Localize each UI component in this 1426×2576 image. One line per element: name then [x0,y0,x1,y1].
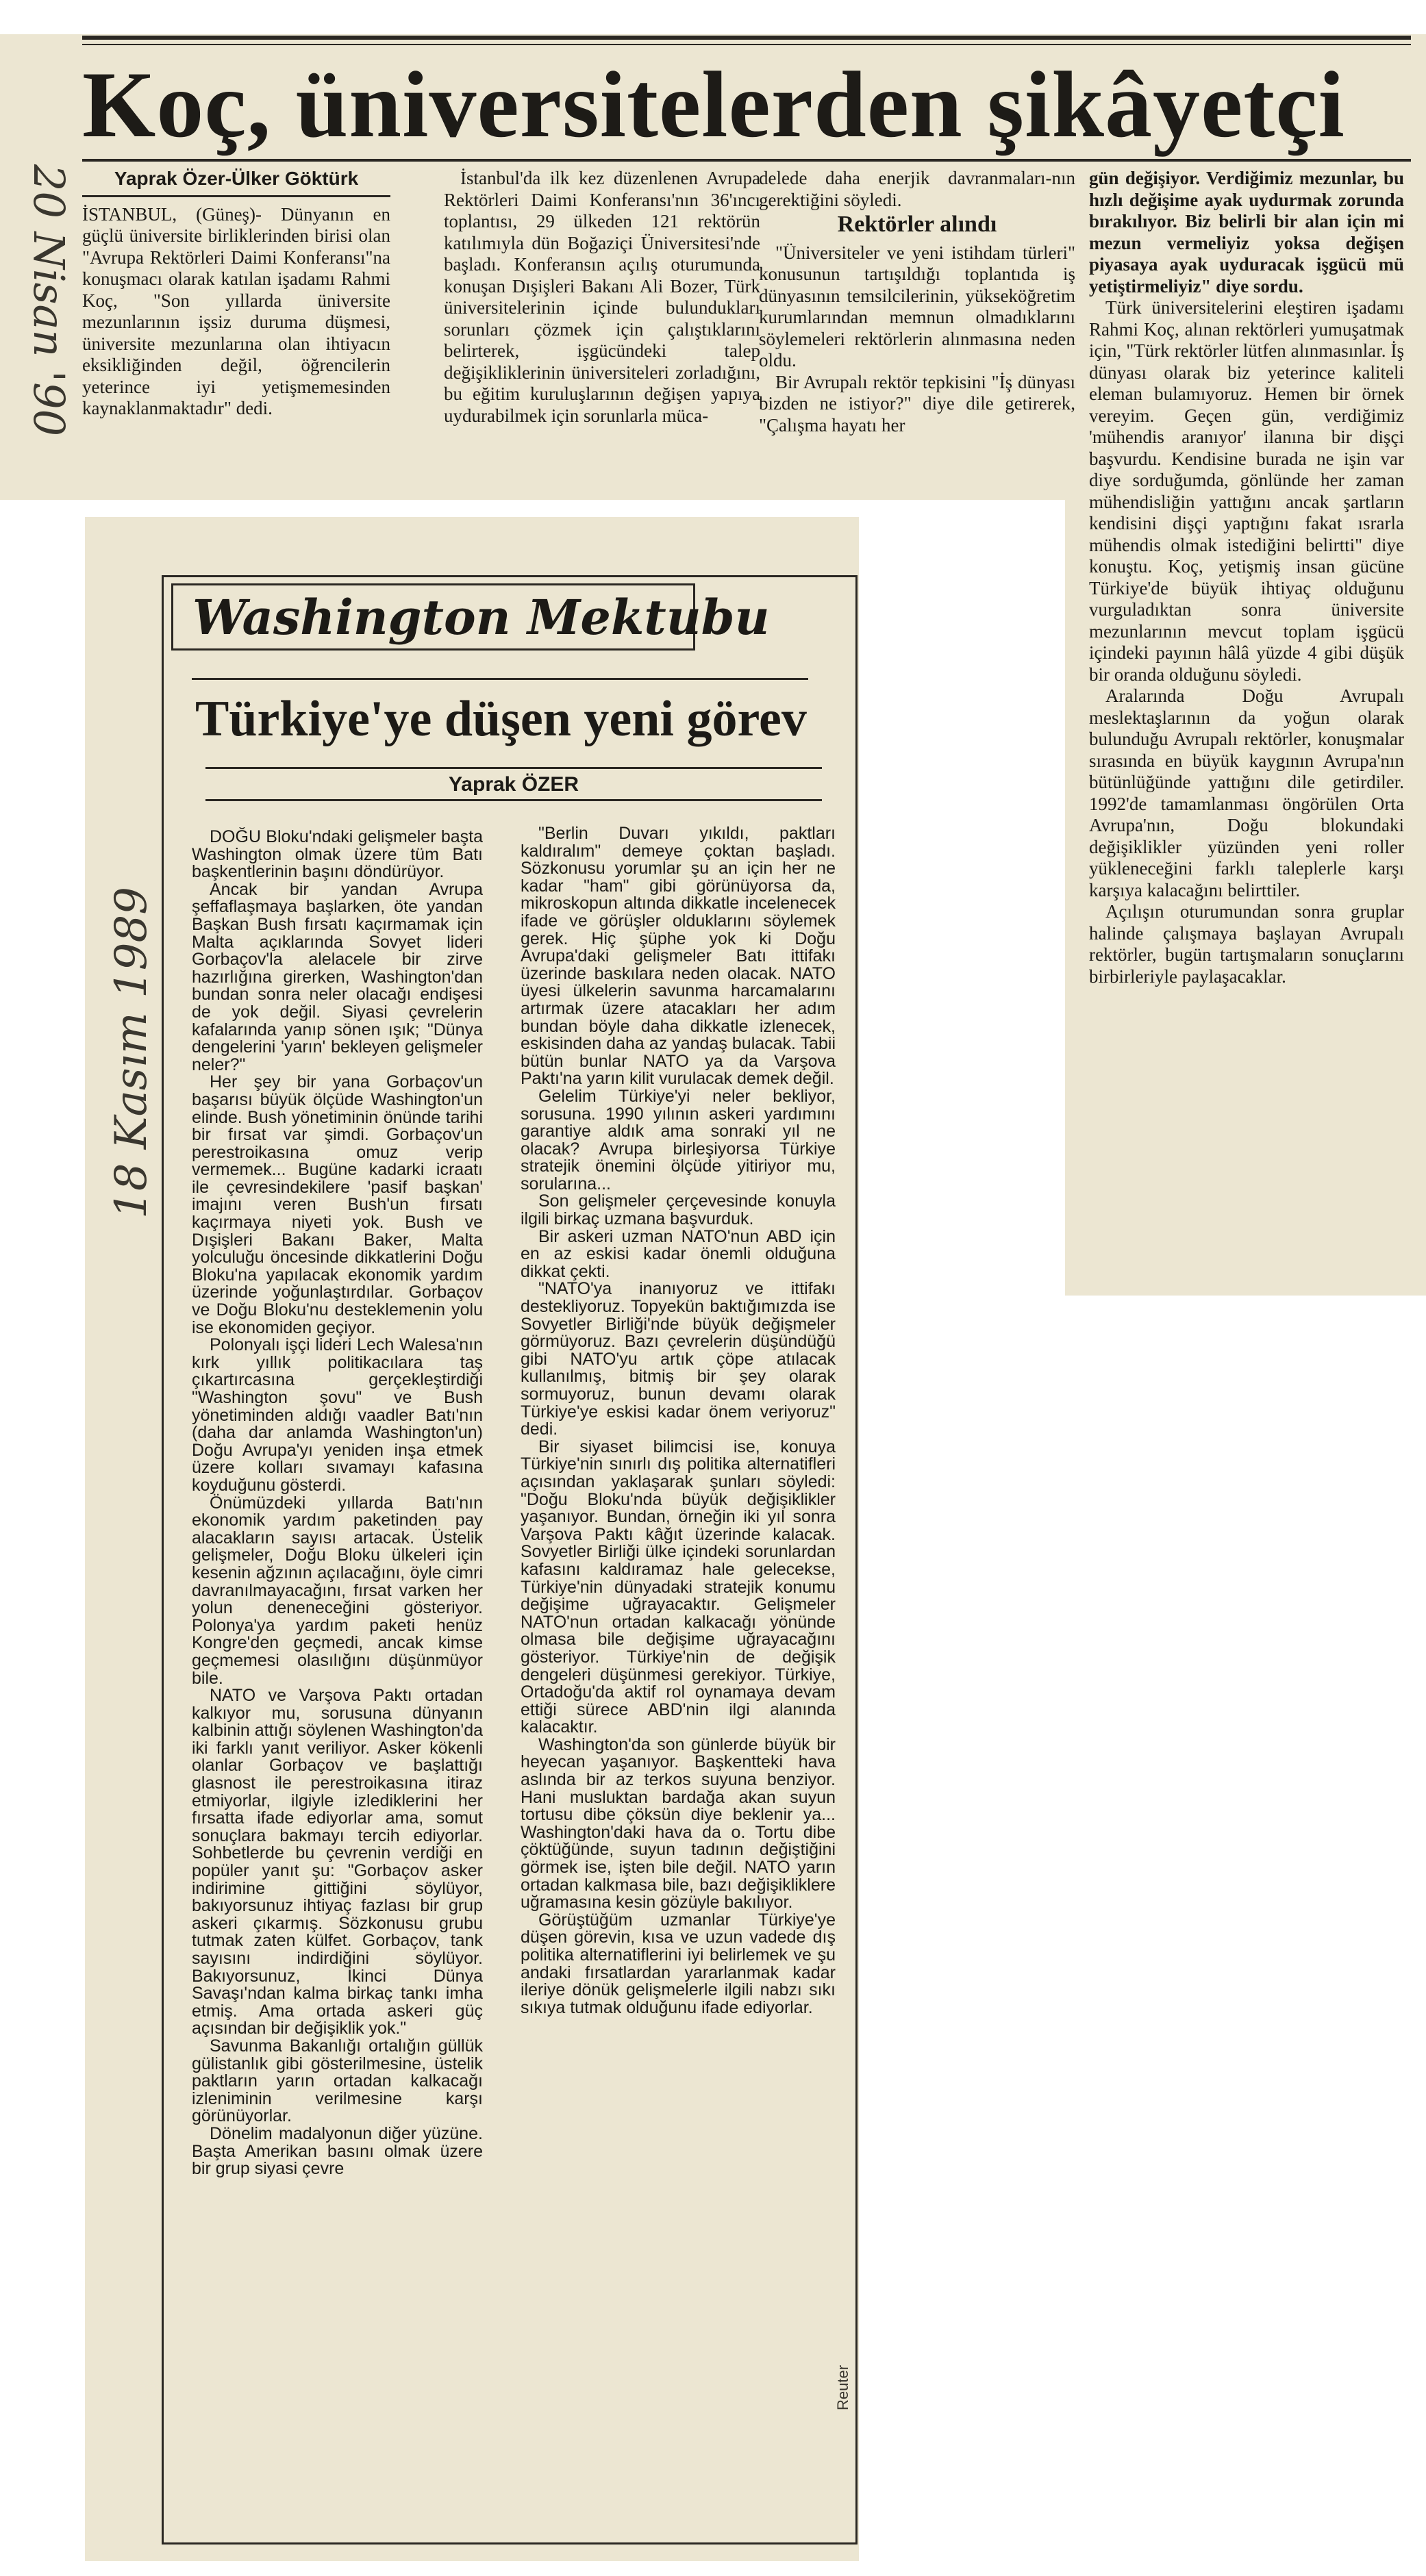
article1-paragraph: Bir Avrupalı rektör tepkisini "İş dünyası bizden ne istiyor?" diye dile getirerek, "Çalışma hayatı her [759,371,1075,435]
article1-subheading: Rektörler alındı [837,212,997,237]
article2-paragraph: "NATO'ya inanıyoruz ve ittifakı destekliyoruz. Topyekün baktığımızda ise Sovyetler Birliği'nde büyük değişmeler görmüyoruz. Bazı çevrelerin düşündüğü gibi NATO'yu artık çöpe atılacak kullanılmış, bitmiş bir şey olarak sormuyoruz, bunun devamı olarak Türkiye'ye eskisi kadar önem veriyoruz" dedi. [521,1279,836,1439]
article2-paragraph: Önümüzdeki yıllarda Batı'nın ekonomik yardım paketinden pay alacakların sayısı artacak. Üstelik gelişmeler, Doğu Bloku ülkeleri için kesenin ağzının açılacağını, öyle cimri davranılmayacağını, fırsat varken her yolun deneneceğini gösteriyor. Polonya'ya yardım paketi henüz Kongre'den geçmedi, ancak kimse geçmemesi olasılığını düşünmüyor bile. [192,1493,483,1688]
article2-paragraph: Bir askeri uzman NATO'nun ABD için en az eskisi kadar önemli olduğuna dikkat çekti. [521,1226,836,1281]
article1-paragraph: Türk üniversitelerini eleştiren işadamı Rahmi Koç, alınan rektörleri yumuşatmak için, "Türk rektörler lütfen alınmasınlar. İş dünyası olarak biz yeterince kaliteli eleman bulamıyoruz. Hemen bir örnek vereyim. Geçen gün, verdiğimiz 'mühendis aranıyor' ilanına bir dişçi başvurdu. Kendisine burada ne işin var diye sorduğumda, gönlünde her zaman mühendisliğin yattığını ancak şartların kendisini dişçi yaptığını fakat ısrarla mühendis olmak istediğini belirtti" diye konuştu. Koç, yetişmiş insan gücüne Türkiye'de büyük ihtiyaç olduğunu vurguladıktan sonra üniversite mezunlarının mevcut toplam işgücü içindeki payının hâlâ yüzde 4 gibi düşük bir oranda olduğunu söyledi. [1089,297,1404,685]
article2-paragraph: Her şey bir yana Gorbaçov'un başarısı büyük ölçüde Washington'un elinde. Bush yönetiminin önünde tarihi bir fırsat var şimdi. Gorbaçov'un perestroikasına omuz verip vermemek... Bugüne kadarki icraatı ile çevresindekilere 'pasif başkan' imajını veren Bush'un fırsatı kaçırmaya niyeti yok. Bush ve Dışişleri Bakanı Baker, Malta yolculuğu öncesinde dikkatlerini Doğu Bloku'na yapılacak ekonomik yardım üzerinde yoğunlaştırdılar. Gorbaçov ve Doğu Bloku'nu desteklemenin yolu ise ekonomiden geçiyor. [192,1072,483,1337]
article1-column-3 [759,168,1075,436]
article2-paragraph: Washington'da son günlerde büyük bir heyecan yaşanıyor. Başkentteki hava aslında bir az terkos suyuna benziyor. Hani musluktan bardağa akan suyun tortusu dibe çöksün diye beklenir ya... Washington'daki hava da o. Tortu dibe çöktüğünde, suyun tadının değiştiğini görmek ise, işten bile değil. NATO yarın ortadan kalkmasa bile, bazı değişikliklere uğramasına kesin gözüyle bakılıyor. [521,1734,836,1912]
article2-paragraph: Görüştüğüm uzmanlar Türkiye'ye düşen görevin, kısa ve uzun vadede dış politika alternatiflerini iyi belirlemek ve şu andaki fırsatlardan yararlanmak kadar ileriye dönük gelişmelerle ilgili nabzı sıkı sıkıya tutmak olduğunu ifade ediyorlar. [521,1910,836,2017]
article1-paragraph: İSTANBUL, (Güneş)- Dünyanın en güçlü üniversite birliklerinden birisi olan "Avrupa Rektörleri Daimi Konferansı"na konuşmacı olarak katılan işadamı Rahmi Koç, "Son yıllarda üniversite mezunlarının işsiz duruma düşmesi, üniversite mezunlarına olan ihtiyacın eksikliğinden değil, öğrencilerin yeterince iyi yetişmemesinden kaynaklanmaktadır" dedi. [82,203,390,418]
article1-paragraph: İstanbul'da ilk kez düzenlenen Avrupa Rektörleri Daimi Konferansı'nın 36'ıncı toplantısı, 29 ülkeden 121 rektörün katılımıyla dün Boğaziçi Üniversitesi'nde başladı. Konferansın açılış oturumunda konuşan Dışişleri Bakanı Ali Bozer, Türk üniversitelerinin içinde bulundukları sorunları çözmek için çalıştıklarını belirterek, işgücündeki talep değişikliklerinin üniversiteleri zorladığını, bu eğitim kuruluşlarının değişen yapıya uydurabilmek için sorunlarla müca- [444,168,760,426]
article1-column-4 [1089,168,1404,987]
article2-paragraph: Son gelişmeler çerçevesinde konuyla ilgili birkaç uzmana başvurduk. [521,1191,836,1229]
article2-column-1 [192,829,483,2178]
column-masthead: Washington Mektubu [171,583,695,651]
agency-stamp: Reuter [834,2364,851,2410]
headline-top-rule-thin [82,44,1411,45]
article2-paragraph: Ancak bir yandan Avrupa şeffaflaşmaya başlarken, öte yandan Başkan Bush fırsatı kaçırmamak için Malta açıklarında Sovyet lideri Gorbaçov'la alelacele bir zirve hazırlığına girerken, Washington'dan bundan sonra neler olacağı endişesi de yok değil. Siyasi çevrelerin kafalarında yanıp sönen ışık; "Dünya dengelerini 'yarın' bekleyen gelişmeler neler?" [192,879,483,1074]
article1-paragraph: gün değişiyor. Verdiğimiz mezunlar, bu hızlı değişime ayak uydurmak zorunda bırakılıyor. Biz belirli bir alan için mi mezun vermeliyiz yoksa değişen piyasaya ayak uyduracak işgücü mü yetiştirmeliyiz" diye sordu. [1089,168,1404,296]
article1-column-2 [444,168,760,427]
article2-paragraph: Savunma Bakanlığı ortalığın güllük gülistanlık gibi gösterilmesine, üstelik paktların yarın ortadan kalkacağı izleniminin verilmesine karşı görünüyorlar. [192,2036,483,2126]
article2-paragraph: Bir siyaset bilimcisi ise, konuya Türkiye'nin sınırlı dış politika alternatifleri açısından yaklaşarak şunları söyledi: "Doğu Bloku'nda büyük değişiklikler yaşanıyor. Bundan, örneğin iki yıl sonra Varşova Paktı kâğıt üzerinde kalacak. Sovyetler Birliği ülke içindeki sorunlardan kafasını kaldıramaz hale gelecekse, Türkiye'nin dünyadaki stratejik konumu değişime uğrayacaktır. Gelişmeler NATO'nun ortadan kalkacağı yönünde olmasa bile değişime uğrayacağını gösteriyor. Türkiye'nin de değişik dengeleri düşünmesi gerekiyor. Türkiye, Ortadoğu'da aktif rol oynamaya devam ettiği sürece ABD'nin ilgi alanında kalacaktır. [521,1437,836,1737]
article1-paragraph: Aralarında Doğu Avrupalı meslektaşlarının da yoğun olarak bulunduğu Avrupalı rektörler, konuşmalar sırasında en büyük kaygının Avrupa'nın bütünlüğünde yattığını dile getirdiler. 1992'de tamamlanması öngörülen Orta Avrupa'nın, Doğu blokundaki değişiklikler yüzünden yeni roller yükleneceğini farklı taleplerle karşı karşıya kalacağını belirttiler. [1089,685,1404,900]
article2-paragraph: Dönelim madalyonun diğer yüzüne. Başta Amerikan basını olmak üzere bir grup siyasi çevre [192,2123,483,2179]
article1-paragraph: Açılışın oturumundan sonra gruplar halinde çalışmaya başlayan Avrupalı rektörler, bugün tartışmaların sonuçlarını birbirleriyle paylaşacaklar. [1089,901,1404,987]
article2-paragraph: Polonyalı işçi lideri Lech Walesa'nın kırk yıllık politikacılara taş çıkartırcasına gerçekleştirdiği "Washington şovu" ve Bush yönetiminden aldığı vaadler Batı'nın (daha dar anlamda Washington'un) Doğu Avrupa'yı yeniden inşa etmek üzere kolları sıvamayı kafasına koyduğunu gösterdi. [192,1335,483,1495]
headline-bottom-rule [82,159,1411,162]
handwritten-date-2: 18 Kasım 1989 [106,887,157,1219]
article1-byline: Yaprak Özer-Ülker Göktürk [82,168,390,197]
headline-top-rule [82,36,1411,40]
masthead-rule [192,678,808,680]
article2-byline: Yaprak ÖZER [205,767,822,801]
headline: Koç, üniversitelerden şikâyetçi [82,52,1345,157]
article2-paragraph: DOĞU Bloku'ndaki gelişmeler başta Washington olmak üzere tüm Batı başkentlerinin başını döndürüyor. [192,827,483,882]
article2-paragraph: Gelelim Türkiye'yi neler bekliyor, sorusuna. 1990 yılının askeri yardımını garantiye aldık ama sonraki yıl ne olacak? Avrupa birleşiyorsa Türkiye stratejik önemini ölçüde yitiriyor mu, sorularına... [521,1086,836,1194]
article2-paragraph: "Berlin Duvarı yıkıldı, paktları kaldıralım" demeye çoktan başladı. Sözkonusu yorumlar şu an için her ne kadar "ham" gibi görünüyorsa da, mikroskopun altında dikkatle incelenecek ifade ve görüşler olduklarını söylemek gerek. Hiç şüphe yok ki Doğu Avrupa'daki gelişmeler Batı ittifakı üzerinde baskılara neden olacak. NATO üyesi ülkelerin savunma harcamalarını artırmak üzere atacakları her adım bundan böyle daha dikkatle izlenecek, eskisinden daha az yandaş bulacak. Tabii bütün bunlar NATO ya da Varşova Paktı'na yarın kilit vurulacak demek değil. [521,824,836,1089]
handwritten-date-1: 20 Nisan '90 [24,164,74,437]
article2-title: Türkiye'ye düşen yeni görev [195,691,807,747]
article1-column-1 [82,168,390,420]
article2-paragraph: NATO ve Varşova Paktı ortadan kalkıyor mu, sorusuna dünyanın kalbinin attığı söylenen Washington'da iki farklı yanıt veriliyor. Asker kökenli olanlar Gorbaçov ve başlattığı glasnost ile perestroikasına itiraz etmiyorlar, ilgiyle izlediklerini her fırsatta ifade ediyorlar ama, somut sonuçlara bakmayı tercih ediyorlar. Sohbetlerde bu çevrenin verdiği en popüler yanıt şu: "Gorbaçov asker indirimine gittiğini söylüyor, bakıyorsunuz ihtiyaç fazlası bir grup askeri çıkarmış. Sözkonusu grubu tutmak zaten külfet. Gorbaçov, tank sayısını indirdiğini söylüyor. Bakıyorsunuz, İkinci Dünya Savaşı'ndan kalma birkaç tankı imha etmiş. Ama ortada askeri güç açısından bir değişiklik yok." [192,1686,483,2038]
article1-paragraph: "Üniversiteler ve yeni istihdam türleri" konusunun tartışıldığı toplantıda iş dünyasının temsilcilerinin, yükseköğretim kurumlarından memnun olmadıklarını söylemeleri rektörlerin alınmasına neden oldu. [759,242,1075,370]
article2-column-2 [521,825,836,2017]
article1-paragraph: delede daha enerjik davranmaları-nın gerektiğini söyledi. [759,168,1075,210]
